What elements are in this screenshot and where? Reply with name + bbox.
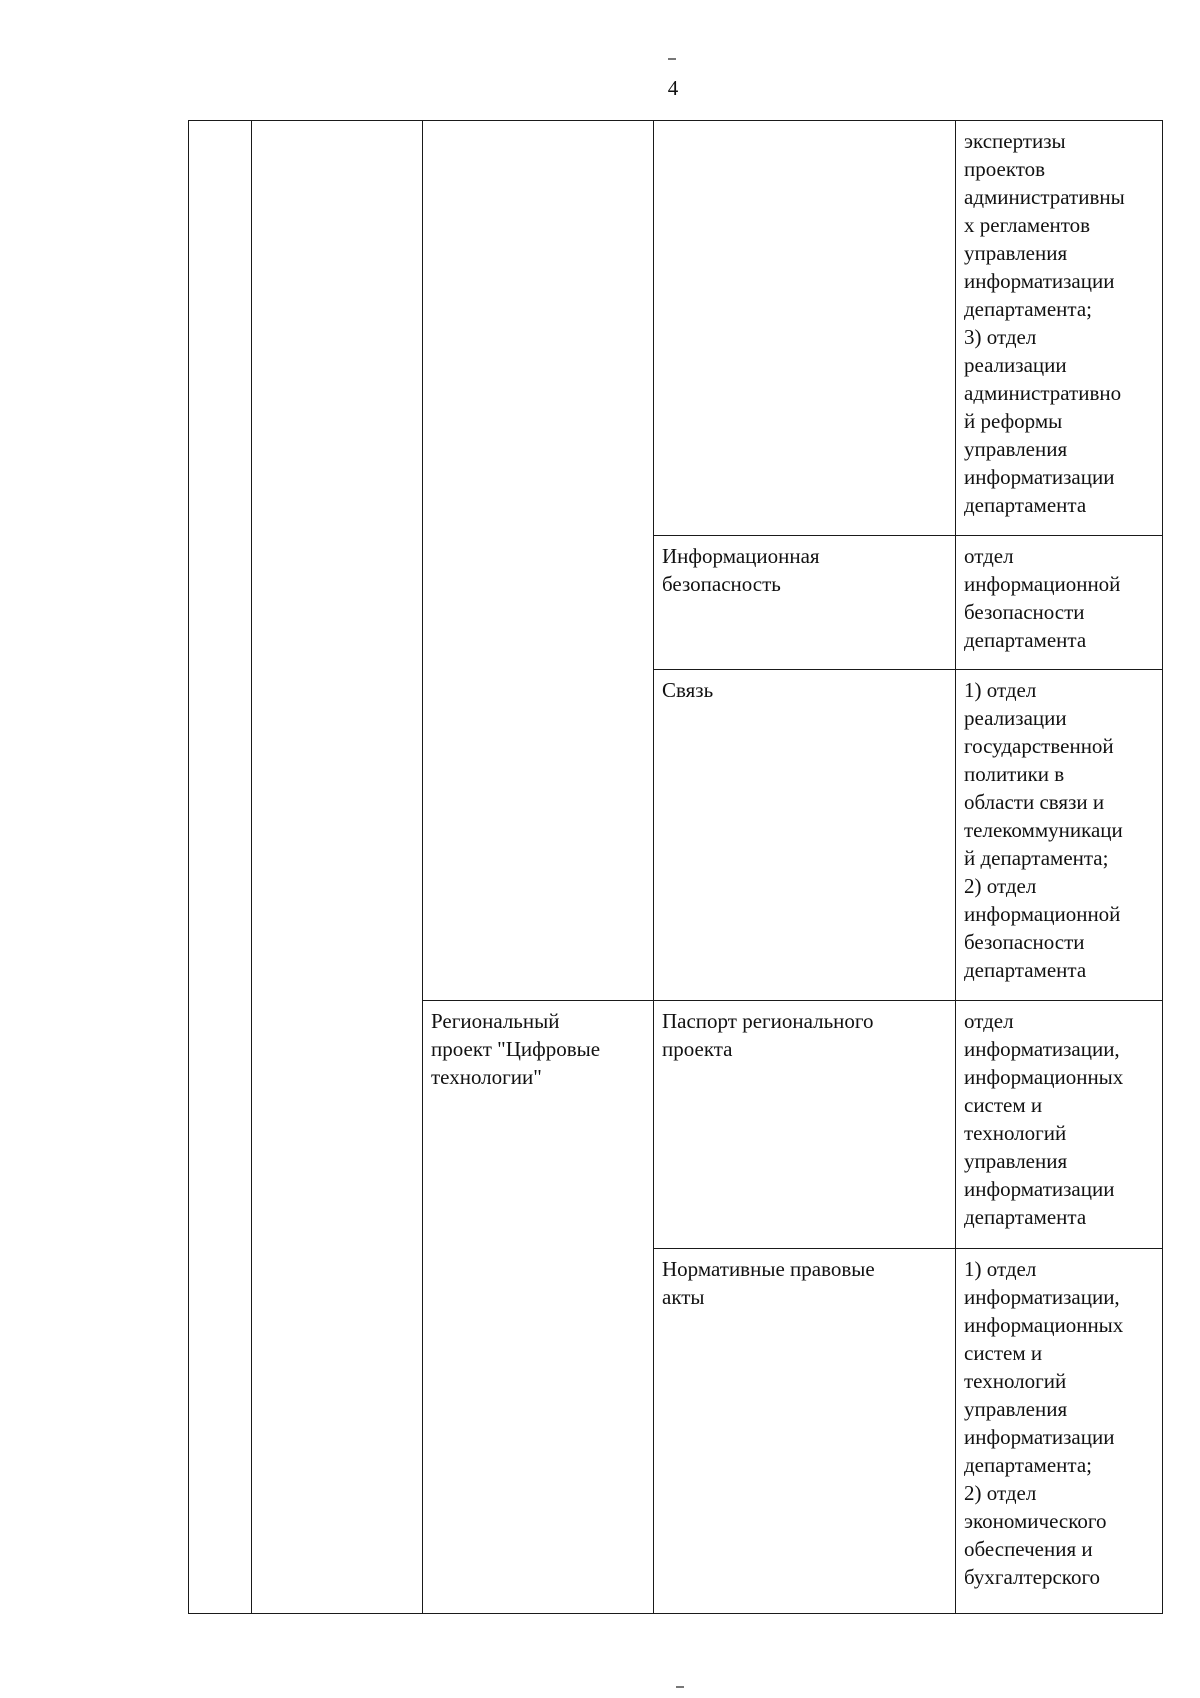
table-cell-col5: отдел информационной безопасности департамента (956, 536, 1163, 670)
table-cell-col1 (189, 121, 252, 1614)
table-cell-col5: экспертизы проектов административны х регламентов управления информатизации департамента; 3) отдел реализации административно й реформы управления информатизации департамента (956, 121, 1163, 536)
scan-mark-bottom (676, 1686, 684, 1688)
table-cell-col4: Связь (654, 670, 956, 1001)
table-cell-col5: отдел информатизации, информационных систем и технологий управления информатизации департамента (956, 1001, 1163, 1249)
table-cell-col2 (252, 121, 423, 1614)
table-cell-col5: 1) отдел информатизации, информационных систем и технологий управления информатизации департамента; 2) отдел экономического обеспечения и бухгалтерского (956, 1249, 1163, 1614)
departments-table (188, 120, 1163, 1614)
table-row (189, 121, 1163, 536)
table-cell-col5: 1) отдел реализации государственной политики в области связи и телекоммуникаци й департамента; 2) отдел информационной безопасности департамента (956, 670, 1163, 1001)
table-cell-col4: Нормативные правовые акты (654, 1249, 956, 1614)
table-cell-col4 (654, 121, 956, 536)
page-number: 4 (667, 76, 679, 100)
table-cell-col3 (423, 121, 654, 1001)
table-cell-col3: Региональный проект "Цифровые технологии" (423, 1001, 654, 1614)
scan-mark-top (668, 58, 676, 60)
table-cell-col4: Паспорт регионального проекта (654, 1001, 956, 1249)
table-cell-col4: Информационная безопасность (654, 536, 956, 670)
